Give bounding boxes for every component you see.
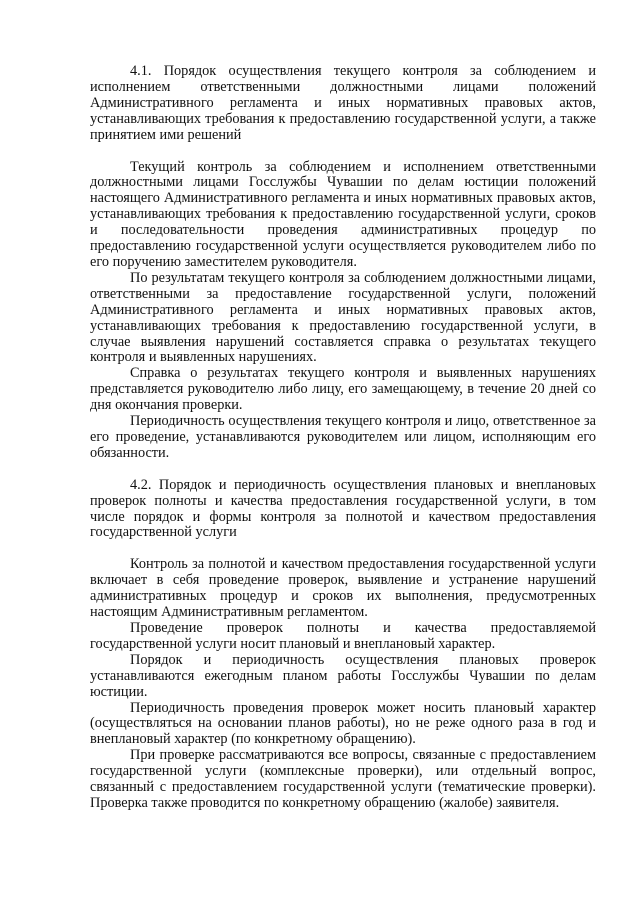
paragraph: Текущий контроль за соблюдением и исполнением ответственными должностными лицами Госслужбы Чувашии по делам юстиции положений настоящего Административного регламента и иных нормативных правовых актов, устанавливающих требования к предоставлению государственной услуги, сроков и последовательности проведения административных процедур по предоставлению государственной услуги осуществляется руководителем либо по его поручению заместителем руководителя. bbox=[90, 158, 596, 270]
paragraph: При проверке рассматриваются все вопросы, связанные с предоставлением государственной услуги (комплексные проверки), или отдельный вопрос, связанный с предоставлением государственной услуги (тематические проверки). Проверка также проводится по конкретному обращению (жалобе) заявителя. bbox=[90, 747, 596, 811]
section-heading-4-2: 4.2. Порядок и периодичность осуществления плановых и внеплановых проверок полноты и качества предоставления государственной услуги, в том числе порядок и формы контроля за полнотой и качеством предоставления государственной услуги bbox=[90, 476, 596, 541]
section-spacer bbox=[90, 144, 596, 160]
paragraph: Контроль за полнотой и качеством предоставления государственной услуги включает в себя проведение проверок, выявление и устранение нарушений административных процедур и сроков их выполнения, предусмотренных настоящим Административным регламентом. bbox=[90, 556, 596, 621]
paragraph: Порядок и периодичность осуществления плановых проверок устанавливаются ежегодным планом работы Госслужбы Чувашии по делам юстиции. bbox=[90, 651, 596, 700]
section-heading-4-1: 4.1. Порядок осуществления текущего контроля за соблюдением и исполнением ответственными должностными лицами положений Административного регламента и иных нормативных правовых актов, устанавливающих требования к предоставлению государственной услуги, а также принятием ими решений bbox=[90, 63, 596, 143]
document-page bbox=[90, 64, 596, 812]
section-spacer bbox=[90, 462, 596, 478]
paragraph: По результатам текущего контроля за соблюдением должностными лицами, ответственными за предоставление государственной услуги, положений Административного регламента и иных нормативных правовых актов, устанавливающих требования к предоставлению государственной услуги, в случае выявления нарушений составляется справка о результатах текущего контроля и выявленных нарушениях. bbox=[90, 269, 596, 366]
paragraph: Проведение проверок полноты и качества предоставляемой государственной услуги носит плановый и внеплановый характер. bbox=[90, 620, 596, 652]
paragraph: Периодичность осуществления текущего контроля и лицо, ответственное за его проведение, устанавливаются руководителем или лицом, исполняющим его обязанности. bbox=[90, 413, 596, 461]
paragraph: Справка о результатах текущего контроля и выявленных нарушениях представляется руководителю либо лицу, его замещающему, в течение 20 дней со дня окончания проверки. bbox=[90, 365, 596, 414]
section-spacer bbox=[90, 541, 596, 557]
paragraph: Периодичность проведения проверок может носить плановый характер (осуществляться на основании планов работы), но не реже одного раза в год и внеплановый характер (по конкретному обращению). bbox=[90, 699, 596, 748]
